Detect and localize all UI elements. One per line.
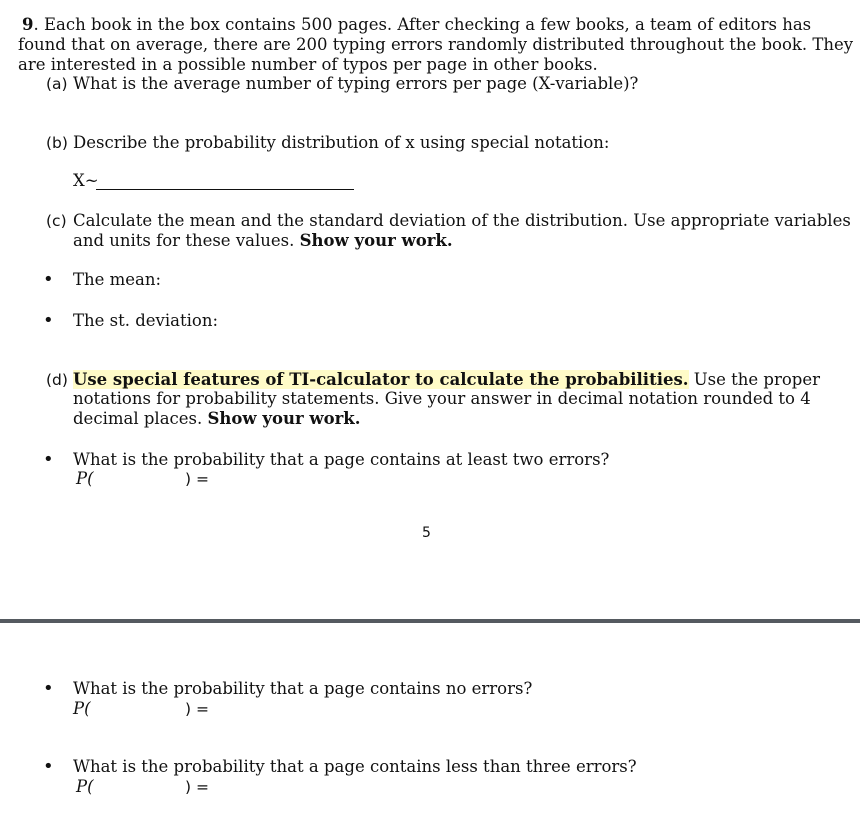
part-d-label: (d) [46,371,68,389]
question-line-1: 9. Each book in the box contains 500 pages. After checking a few books, a team of editors has [22,15,812,34]
p-open-3: P( [76,777,94,796]
mean-label: The mean: [73,270,162,289]
probability-question-2: What is the probability that a page contains no errors? [73,679,533,698]
part-a-text: What is the average number of typing errors per page (X-variable)? [73,74,639,93]
p-close-2: ) = [185,700,209,718]
bullet-question-2: • [43,678,54,699]
bullet-question-3: • [43,756,54,777]
part-a-label: (a) [46,75,68,93]
part-d-line-3: decimal places. Show your work. [73,409,361,428]
part-c-label: (c) [46,212,67,230]
p-close-1: ) = [185,470,209,488]
question-line-2: found that on average, there are 200 typing errors randomly distributed throughout the book. They [18,35,854,54]
p-open-2: P( [73,699,91,718]
probability-question-3: What is the probability that a page contains less than three errors? [73,757,637,776]
answer-blank-line[interactable] [96,189,354,190]
page-number: 5 [422,525,431,541]
p-open-1: P( [76,469,94,488]
p-close-3: ) = [185,778,209,796]
st-deviation-label: The st. deviation: [73,311,219,330]
bullet-st-deviation: • [43,310,54,331]
question-number: 9 [22,15,34,34]
highlighted-instruction: Use special features of TI-calculator to calculate the probabilities. [73,370,689,389]
part-c-line-1: Calculate the mean and the standard deviation of the distribution. Use appropriate variables [73,211,851,230]
part-d-line-2: notations for probability statements. Give your answer in decimal notation rounded to 4 [73,389,811,408]
part-b-notation-prefix: X~ [73,171,99,190]
part-c-line-2: and units for these values. Show your work. [73,231,453,250]
bullet-question-1: • [43,449,54,470]
part-d-line-1: Use special features of TI-calculator to calculate the probabilities. Use the proper [73,370,820,389]
probability-question-1: What is the probability that a page contains at least two errors? [73,450,610,469]
question-line-3: are interested in a possible number of typos per page in other books. [18,55,598,74]
page-6 [0,623,860,834]
part-b-text: Describe the probability distribution of x using special notation: [73,133,610,152]
bullet-mean: • [43,269,54,290]
part-b-label: (b) [46,134,68,152]
